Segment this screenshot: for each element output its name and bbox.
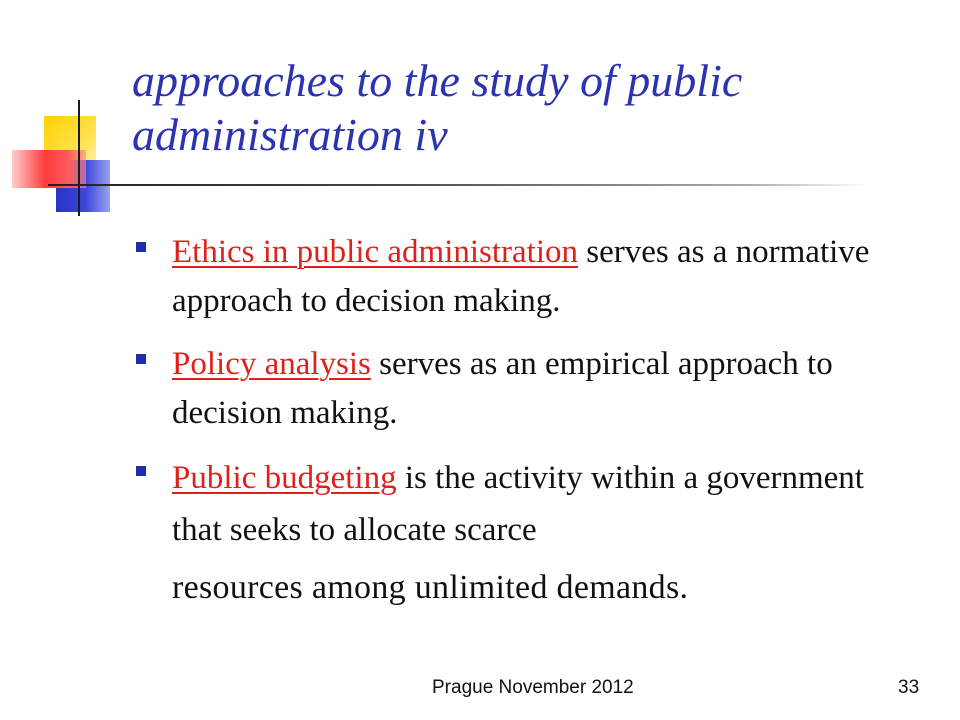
bullet-item-budgeting xyxy=(132,452,912,614)
bullet-square-icon xyxy=(136,242,146,252)
footer-text: Prague November 2012 xyxy=(432,677,634,698)
public-budgeting-link[interactable]: Public budgeting xyxy=(172,460,397,496)
page-number: 33 xyxy=(898,677,920,698)
bullet-text: serves as an empirical approach to decision making. xyxy=(172,346,833,431)
slide-title xyxy=(132,54,932,162)
bullet-text: serves as a normative approach to decision making. xyxy=(172,234,870,319)
bullet-text: is the activity within a government that seeks to allocate scarce xyxy=(172,460,864,548)
bullet-list xyxy=(132,228,912,614)
bullet-item-ethics xyxy=(132,228,912,326)
bullet-text-continuation: resources among unlimited demands. xyxy=(172,569,689,606)
title-underline-rule xyxy=(48,184,868,186)
policy-analysis-link[interactable]: Policy analysis xyxy=(172,346,371,382)
slide-title-line-1: approaches to the study of public xyxy=(132,55,743,106)
bullet-item-policy xyxy=(132,340,912,438)
bullet-square-icon xyxy=(136,466,146,476)
ethics-link[interactable]: Ethics in public administration xyxy=(172,234,579,270)
decorative-red-bar xyxy=(12,150,86,188)
decorative-vertical-line xyxy=(78,100,80,216)
slide-title-line-2: administration iv xyxy=(132,108,448,160)
bullet-square-icon xyxy=(136,354,146,364)
